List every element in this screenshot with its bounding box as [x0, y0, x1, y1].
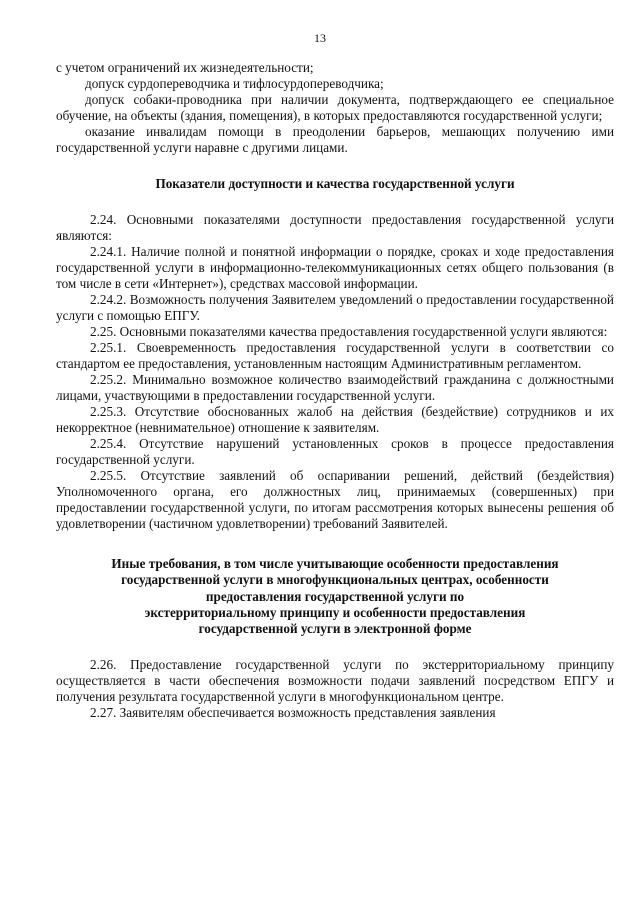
- paragraph: 2.27. Заявителям обеспечивается возможность представления заявления: [90, 705, 496, 721]
- paragraph: 2.24.2. Возможность получения Заявителем уведомлений о предоставлении государственной услуги с помощью ЕПГУ.: [56, 292, 614, 323]
- heading-line: экстерриториальному принципу и особенности предоставления: [144, 604, 526, 620]
- heading-line: предоставления государственной услуги по: [205, 588, 465, 604]
- paragraph: 2.25.2. Минимально возможное количество взаимодействий гражданина с должностными лицами, участвующими в предоставлении государственной услуги.: [56, 372, 614, 403]
- paragraph: 2.24.1. Наличие полной и понятной информации о порядке, сроках и ходе предоставления государственной услуги в информационно-телекоммуникационных сетях общего пользования (в том числе в сети «Интернет»), средствах массовой информации.: [56, 244, 614, 291]
- paragraph: 2.25.5. Отсутствие заявлений об оспаривании решений, действий (бездействия) Уполномоченного органа, его должностных лиц, принимаемых (совершенных) при предоставлении государственной услуги, по итогам рассмотрения которых вынесены решения об удовлетворении (частичном удовлетворении) требований Заявителей.: [56, 468, 614, 531]
- heading-line: государственной услуги в электронной форме: [198, 621, 472, 637]
- paragraph: допуск собаки-проводника при наличии документа, подтверждающего ее специальное обучение, на объекты (здания, помещения), в которых предоставляются государственной услуги;: [56, 92, 614, 123]
- paragraph: 2.25.4. Отсутствие нарушений установленных сроков в процессе предоставления государственной услуги.: [56, 436, 614, 467]
- document-body: [56, 60, 614, 721]
- paragraph: 2.26. Предоставление государственной услуги по экстерриториальному принципу осуществляется в части обеспечения возможности подачи заявлений посредством ЕПГУ и получения результата государственной услуги в многофункциональном центре.: [56, 657, 614, 705]
- paragraph: 2.25.3. Отсутствие обоснованных жалоб на действия (бездействие) сотрудников и их некорректное (невнимательное) отношение к заявителям.: [56, 404, 614, 435]
- section-heading: [56, 556, 614, 637]
- paragraph: 2.25.1. Своевременность предоставления государственной услуги в соответствии со стандартом ее предоставления, установленным настоящим Административным регламентом.: [56, 340, 614, 371]
- page-number: 13: [314, 31, 326, 45]
- paragraph: оказание инвалидам помощи в преодолении барьеров, мешающих получению ими государственной услуги наравне с другими лицами.: [56, 124, 614, 155]
- paragraph: 2.24. Основными показателями доступности предоставления государственной услуги являются:: [56, 212, 614, 243]
- heading-line: Иные требования, в том числе учитывающие особенности предоставления: [111, 556, 559, 571]
- paragraph: с учетом ограничений их жизнедеятельности;: [56, 60, 314, 75]
- heading-line: государственной услуги в многофункциональных центрах, особенности: [121, 572, 549, 588]
- section-heading: Показатели доступности и качества государственной услуги: [155, 176, 515, 191]
- paragraph: допуск сурдопереводчика и тифлосурдопереводчика;: [85, 76, 384, 91]
- paragraph: 2.25. Основными показателями качества предоставления государственной услуги являются:: [90, 324, 608, 339]
